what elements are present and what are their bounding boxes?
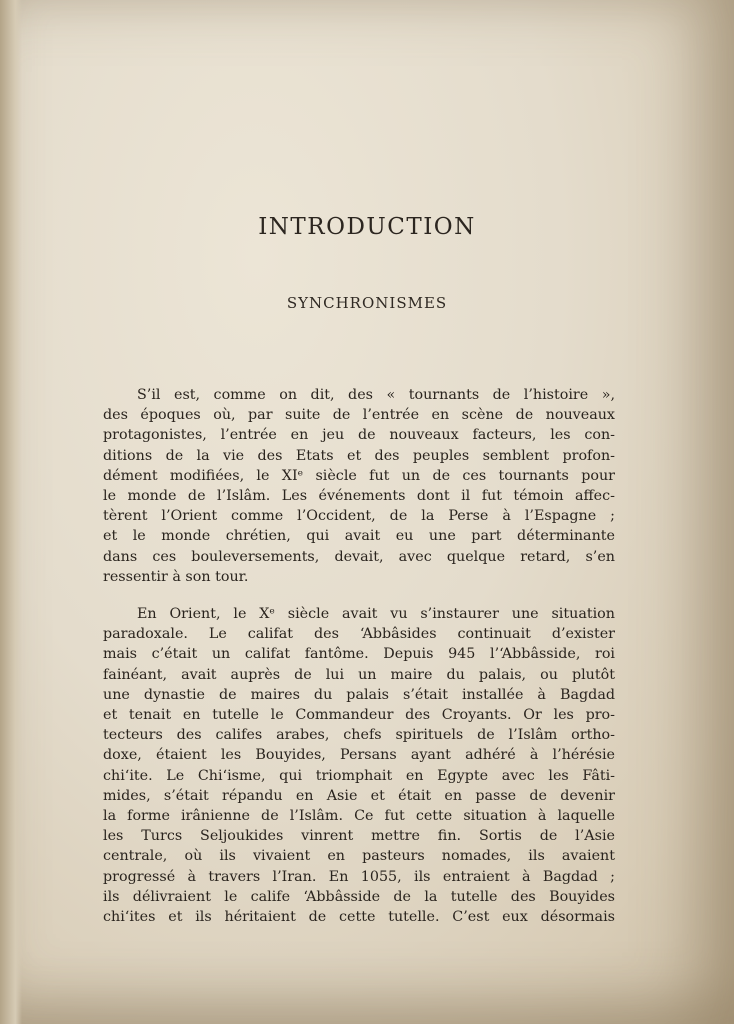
text-line: ils délivraient le calife ‘Abbâsside de la tutelle des Bouyides: [103, 888, 615, 905]
text-line: le monde de l’Islâm. Les événements dont il fut témoin affec-: [103, 488, 615, 505]
text-line: une dynastie de maires du palais s’était installée à Bagdad: [103, 686, 615, 703]
text-line: et tenait en tutelle le Commandeur des Croyants. Or les pro-: [103, 707, 615, 724]
text-line: En Orient, le Xᵉ siècle avait vu s’instaurer une situation: [137, 606, 615, 622]
paragraph-2: [103, 604, 615, 927]
text-line: paradoxale. Le califat des ‘Abbâsides continuait d’exister: [103, 626, 615, 643]
text-line: S’il est, comme on dit, des « tournants de l’histoire »,: [137, 387, 615, 403]
text-line: progressé à travers l’Iran. En 1055, ils entraient à Bagdad ;: [103, 868, 615, 885]
text-line: la forme irânienne de l’Islâm. Ce fut cette situation à laquelle: [103, 808, 615, 825]
text-line: tecteurs des califes arabes, chefs spirituels de l’Islâm ortho-: [103, 727, 615, 744]
text-line: chi‘ite. Le Chi‘isme, qui triomphait en Egypte avec les Fâti-: [103, 767, 615, 784]
page-title: INTRODUCTION: [258, 214, 476, 240]
text-line: protagonistes, l’entrée en jeu de nouveaux facteurs, les con-: [103, 427, 615, 444]
section-subtitle: SYNCHRONISMES: [286, 294, 448, 312]
text-line: tèrent l’Orient comme l’Occident, de la Perse à l’Espagne ;: [103, 508, 615, 525]
text-line: ditions de la vie des Etats et des peuples semblent profon-: [103, 447, 615, 464]
text-line: mais c’était un califat fantôme. Depuis 945 l’‘Abbâsside, roi: [103, 646, 615, 663]
text-line: mides, s’était répandu en Asie et était en passe de devenir: [103, 787, 615, 804]
text-line: dans ces bouleversements, devait, avec quelque retard, s’en: [103, 548, 615, 565]
text-line: et le monde chrétien, qui avait eu une part déterminante: [103, 528, 615, 545]
text-line: chi‘ites et ils héritaient de cette tutelle. C’est eux désormais: [103, 909, 615, 926]
text-line: des époques où, par suite de l’entrée en scène de nouveaux: [103, 407, 615, 424]
paragraph-1: [103, 385, 615, 587]
text-line: fainéant, avait auprès de lui un maire du palais, ou plutôt: [103, 666, 615, 683]
text-line: doxe, étaient les Bouyides, Persans ayant adhéré à l’hérésie: [103, 747, 615, 764]
text-line: dément modifiées, le XIᵉ siècle fut un de ces tournants pour: [103, 467, 615, 484]
text-line: centrale, où ils vivaient en pasteurs nomades, ils avaient: [103, 848, 615, 865]
page-binding-edge: [0, 0, 22, 1024]
text-line: ressentir à son tour.: [103, 568, 249, 585]
text-line: les Turcs Seljoukides vinrent mettre fin. Sortis de l’Asie: [103, 828, 615, 845]
